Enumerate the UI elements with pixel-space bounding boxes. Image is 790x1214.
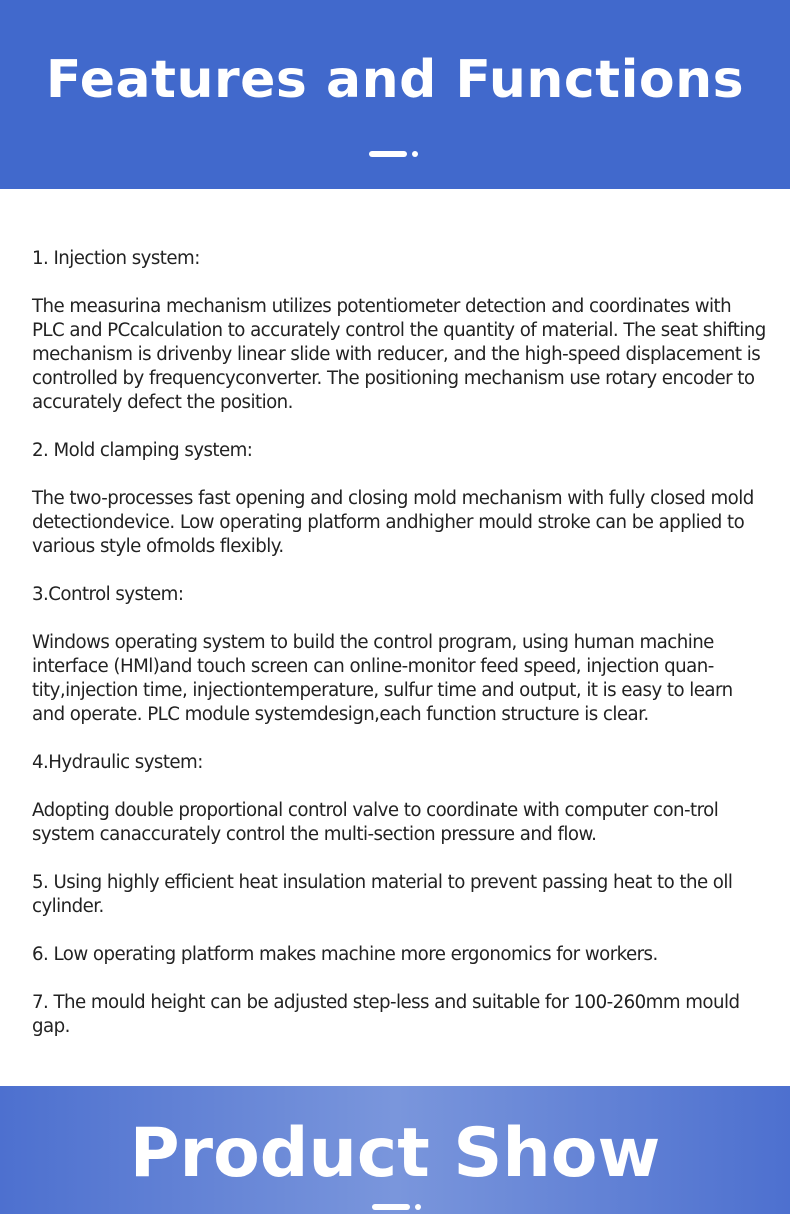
section-body-hydraulic: Adopting double proportional control valve to coordinate with computer con-trol system canaccurately control the multi-section pressure and flow. — [32, 800, 719, 845]
feature-item-platform: 6. Low operating platform makes machine more ergonomics for workers. — [32, 944, 658, 965]
section-body-injection: The measurina mechanism utilizes potentiometer detection and coordinates with PLC and PCcalculation to accurately control the quantity of material. The seat shifting mechanism is drivenby linear slide with reducer, and the high-speed displacement is controlled by frequencyconverter. The positioning mechanism use rotary encoder to accurately defect the position. — [32, 296, 766, 413]
footer-divider-icon — [372, 1204, 422, 1210]
section-heading-control: 3.Control system: — [32, 584, 184, 605]
header-divider-icon — [369, 151, 419, 157]
section-heading-hydraulic: 4.Hydraulic system: — [32, 752, 203, 773]
section-heading-mold-clamping: 2. Mold clamping system: — [32, 440, 253, 461]
feature-item-mould-height: 7. The mould height can be adjusted step-less and suitable for 100-260mm mould gap. — [32, 992, 740, 1037]
features-content — [32, 247, 767, 1063]
page-title: Features and Functions — [45, 50, 745, 110]
section-heading-injection: 1. Injection system: — [32, 248, 200, 269]
section-title-product-show: Product Show — [129, 1114, 661, 1193]
section-body-mold-clamping: The two-processes fast opening and closing mold mechanism with fully closed mold detectiondevice. Low operating platform andhigher mould stroke can be applied to various style ofmolds flexibly. — [32, 488, 754, 557]
section-body-control: Windows operating system to build the control program, using human machine interface (HMl)and touch screen can online-monitor feed speed, injection quan-tity,injection time, injectiontemperature, sulfur time and output, it is easy to learn and operate. PLC module systemdesign,each function structure is clear. — [32, 632, 733, 725]
feature-item-insulation: 5. Using highly efficient heat insulation material to prevent passing heat to the oll cylinder. — [32, 872, 733, 917]
